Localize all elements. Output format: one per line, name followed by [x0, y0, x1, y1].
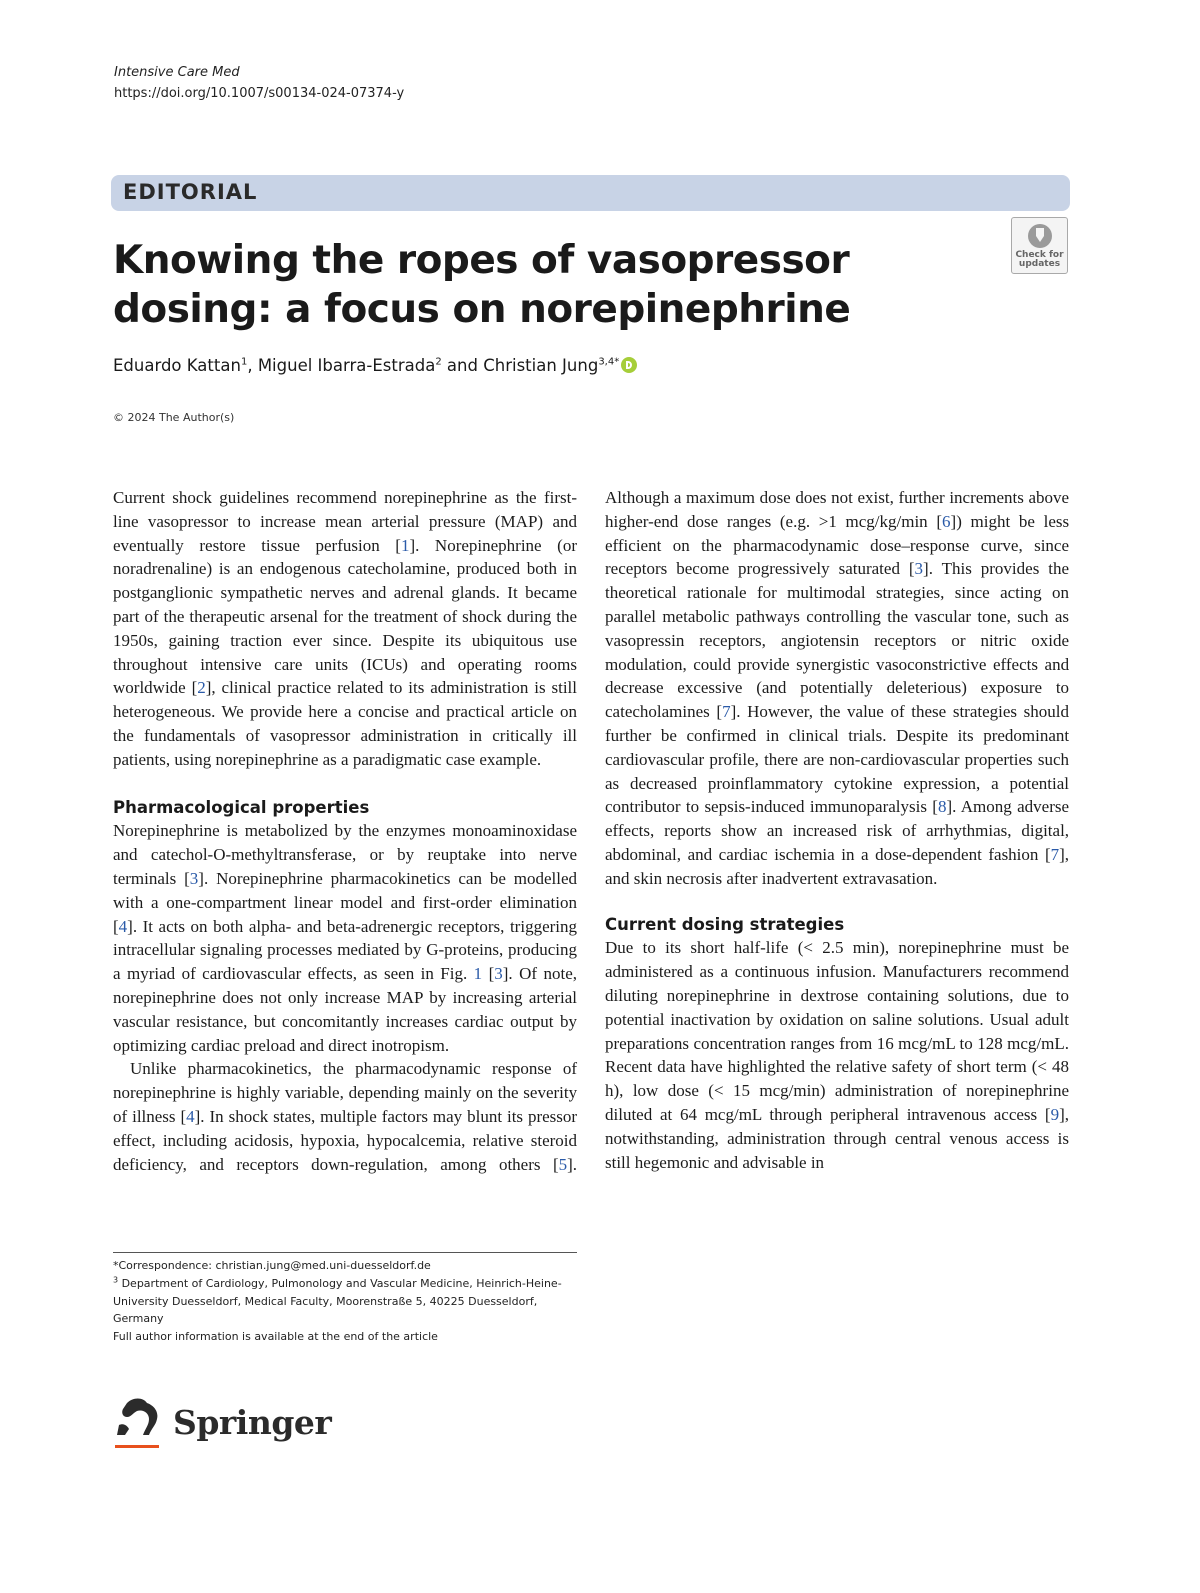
citation-link[interactable]: 7	[1050, 844, 1060, 864]
section-banner	[111, 175, 1070, 211]
crossmark-icon	[1024, 222, 1056, 252]
journal-name: Intensive Care Med	[114, 65, 240, 80]
author-name[interactable]: Miguel Ibarra-Estrada	[257, 356, 436, 375]
citation-link[interactable]: 1	[400, 535, 410, 555]
citation-link[interactable]: 3	[494, 964, 503, 984]
paragraph-continued: Although a maximum dose does not exist, further increments above higher-end dose ranges (e.g. >1 mcg/kg/min [6]) might be less efficient on the pharmacodynamic dose–response curve, since receptors become progressively saturated [3]. This provides the theoretical rationale for multimodal strategies, since acting on parallel metabolic pathways controlling the vascular tone, such as vasopressin receptors, angiotensin receptors or nitric oxide modulation, could provide synergistic vasoconstrictive effects and decrease excessive (and potentially deleterious) exposure to catecholamines [7]. However, the value of these strategies should further be confirmed in clinical trials. Despite its predominant cardiovascular profile, there are non-cardiovascular properties such as decreased proinflammatory cytokine expression, a potential contributor to sepsis-induced immunoparalysis [8]. Among adverse effects, reports show an increased risk of arrhythmias, digital, abdominal, and cardiac ischemia in a dose-dependent fashion [7], and skin necrosis after inadvertent extravasation.	[605, 488, 1070, 888]
paragraph: Due to its short half-life (< 2.5 min), norepinephrine must be administered as a continuous infusion. Manufacturers recommend diluting norepinephrine in dextrose containing solutions, due to potential inactivation by oxidation on saline solutions. Usual adult preparations concentration ranges from 16 mcg/mL to 128 mcg/mL. Recent data have highlighted the relative safety of short term (< 48 h), low dose (< 15 mcg/min) administration of norepinephrine diluted at 64 mcg/mL through peripheral intravenous access [9], notwithstanding, administration through central venous access is still hegemonic and advisable in	[605, 938, 1069, 1172]
publisher-logo	[113, 1395, 343, 1457]
author-affiliation: 1	[240, 356, 248, 368]
copyright-notice: © 2024 The Author(s)	[113, 411, 235, 424]
citation-link[interactable]: 3	[189, 868, 199, 888]
author-affiliation: 2	[435, 356, 442, 368]
citation-link[interactable]: 4	[186, 1106, 195, 1126]
citation-link[interactable]: 9	[1050, 1104, 1060, 1124]
article-title: Knowing the ropes of vasopressor dosing: a focus on norepinephrine	[113, 238, 851, 332]
citation-link[interactable]: 1	[473, 964, 483, 984]
orcid-icon[interactable]	[621, 357, 637, 373]
section-label: EDITORIAL	[123, 180, 258, 204]
author-affiliation: 3,4*	[598, 356, 620, 368]
footnotes	[113, 1252, 577, 1346]
citation-link[interactable]: 4	[118, 916, 128, 936]
citation-link[interactable]: 5	[558, 1154, 568, 1174]
journal-header	[114, 62, 404, 104]
doi-link[interactable]: https://doi.org/10.1007/s00134-024-07374-y	[114, 86, 405, 101]
affiliation-note	[113, 1275, 577, 1328]
citation-link[interactable]: 2	[197, 678, 206, 698]
affiliation-number: 3	[113, 1275, 119, 1285]
citation-link[interactable]: 3	[914, 559, 924, 579]
body-column-left	[113, 486, 577, 1176]
section-heading: Current dosing strategies	[605, 914, 845, 934]
author-name[interactable]: Christian Jung	[483, 356, 599, 375]
author-separator: ,	[247, 356, 258, 375]
citation-link[interactable]: 6	[942, 511, 951, 531]
check-for-updates-label: Check for updates	[1015, 250, 1064, 269]
citation-link[interactable]: 8	[937, 797, 947, 817]
citation-link[interactable]: 7	[722, 702, 731, 722]
publisher-name: Springer	[173, 1403, 332, 1442]
paragraph: Norepinephrine is metabolized by the enzymes monoaminoxidase and catechol-O-methyltransferase, or by reuptake into nerve terminals [3]. Norepinephrine pharmacokinetics can be modelled with a one-compartment linear model and first-order elimination [4]. It acts on both alpha- and beta-adrenergic receptors, triggering intracellular signaling processes mediated by G-proteins, producing a myriad of cardiovascular effects, as seen in Fig. 1 [3]. Of note, norepinephrine does not only increase MAP by increasing arterial vascular resistance, but concomitantly increases cardiac output by optimizing cardiac preload and direct inotropism.	[113, 821, 578, 1055]
paragraph: Unlike pharmacokinetics, the pharmacodynamic response of norepinephrine is highly variable, depending mainly on the severity of illness [4]. In shock states, multiple factors may blunt its pressor effect, including acidosis, hypoxia, hypocalcemia, relative steroid deficiency, and receptors down-regulation, among others [5].	[113, 1059, 578, 1174]
affiliation-text: Department of Cardiology, Pulmonology and Vascular Medicine, Heinrich-Heine-University Duesseldorf, Medical Faculty, Moorenstraße 5, 40225 Duesseldorf, Germany	[113, 1276, 562, 1326]
section-heading: Pharmacological properties	[113, 797, 370, 817]
author-info-note: Full author information is available at the end of the article	[113, 1330, 438, 1344]
author-list	[113, 354, 637, 378]
correspondence-note[interactable]: *Correspondence: christian.jung@med.uni-duesseldorf.de	[113, 1259, 431, 1272]
paragraph: Current shock guidelines recommend norepinephrine as the first-line vasopressor to increase mean arterial pressure (MAP) and eventually restore tissue perfusion [1]. Norepinephrine (or noradrenaline) is an endogenous catecholamine, produced both in postganglionic sympathetic nerves and adrenal glands. It became part of the therapeutic arsenal for the treatment of shock during the 1950s, gaining traction ever since. Despite its ubiquitous use throughout intensive care units (ICUs) and operating rooms worldwide [2], clinical practice related to its administration is still heterogeneous. We provide here a concise and practical article on the fundamentals of vasopressor administration in critically ill patients, using norepinephrine as a paradigmatic case example.	[113, 488, 578, 769]
author-separator: and	[441, 356, 484, 375]
check-for-updates-button[interactable]	[1011, 217, 1068, 274]
author-name[interactable]: Eduardo Kattan	[113, 356, 241, 375]
springer-horse-icon	[113, 1395, 165, 1453]
body-column-right	[605, 486, 1069, 1174]
